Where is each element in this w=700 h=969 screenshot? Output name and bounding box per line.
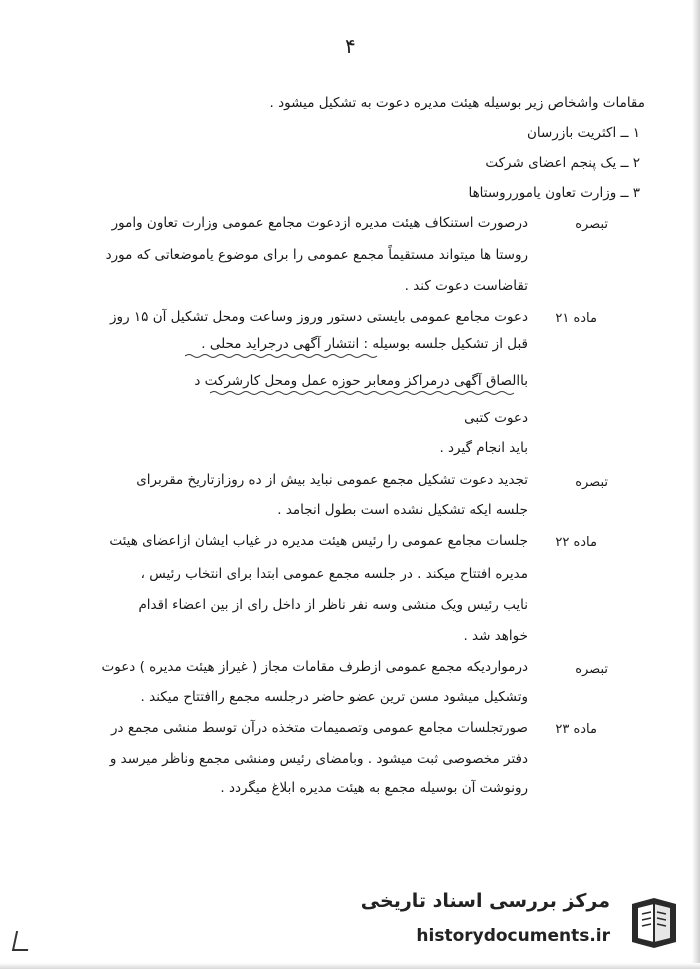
- text-line: دعوت کتبی: [464, 410, 528, 426]
- watermark-title: مرکز بررسی اسناد تاریخی: [360, 890, 610, 912]
- text-line: مقامات واشخاص زیر بوسیله هیئت مدیره دعوت به تشکیل میشود .: [269, 95, 645, 111]
- text-line: ۱ ــ اکثریت بازرسان: [526, 125, 640, 141]
- text-line: نایب رئیس ویک منشی وسه نفر ناظر از داخل رای از بین اعضاء اقدام: [138, 597, 528, 613]
- book-logo-icon: [624, 892, 684, 952]
- tabsare-label: تبصره: [575, 217, 608, 232]
- text-line: صورتجلسات مجامع عمومی وتصمیمات متخذه درآن توسط منشی مجمع در: [111, 720, 528, 736]
- text-line: مدیره افتتاح میکند . در جلسه مجمع عمومی ابتدا برای انتخاب رئیس ،: [140, 566, 528, 582]
- text-line: باالصاق آگهی درمراکز ومعابر حوزه عمل ومحل کارشرکت د: [194, 373, 528, 389]
- tabsare-label: تبصره: [575, 662, 608, 677]
- watermark: [360, 888, 690, 960]
- text-line: وتشکیل میشود مسن ترین عضو حاضر درجلسه مجمع راافتتاح میکند .: [140, 689, 528, 705]
- tabsare-label: تبصره: [575, 475, 608, 490]
- madde-22-label: ماده ۲۲: [555, 535, 597, 550]
- text-line: تجدید دعوت تشکیل مجمع عمومی نباید بیش از ده روزازتاریخ مقربرای: [136, 472, 528, 488]
- scan-edge: [0, 963, 700, 969]
- madde-21-label: ماده ۲۱: [555, 311, 597, 326]
- underline-mark: [210, 390, 520, 396]
- text-line: درمواردیکه مجمع عمومی ازطرف مقامات مجاز ( غیراز هیئت مدیره ) دعوت: [101, 659, 528, 675]
- text-line: قبل از تشکیل جلسه بوسیله : انتشار آگهی درجراید محلی .: [201, 336, 528, 352]
- watermark-url: historydocuments.ir: [416, 926, 610, 946]
- text-line: خواهد شد .: [463, 628, 528, 644]
- text-line: رونوشت آن بوسیله مجمع به هیئت مدیره ابلاغ میگردد .: [220, 780, 528, 796]
- text-line: دعوت مجامع عمومی بایستی دستور وروز وساعت ومحل تشکیل آن ۱۵ روز: [110, 309, 528, 325]
- scan-edge: [692, 0, 700, 969]
- text-line: ۳ ــ وزارت تعاون یامورروستاها: [468, 185, 640, 201]
- madde-23-label: ماده ۲۳: [555, 722, 597, 737]
- text-line: درصورت استنکاف هیئت مدیره ازدعوت مجامع عمومی وزارت تعاون وامور: [111, 215, 528, 231]
- text-line: جلسه ایکه تشکیل نشده است بطول انجامد .: [277, 502, 528, 518]
- text-line: روستا ها میتواند مستقیماً مجمع عمومی را برای موضوع یاموضعاتی که مورد: [105, 247, 528, 263]
- page-number: ۴: [345, 34, 356, 58]
- text-line: تقاضاست دعوت کند .: [404, 278, 528, 294]
- text-line: ۲ ــ یک پنجم اعضای شرکت: [485, 155, 640, 171]
- underline-mark: [185, 353, 380, 359]
- text-line: باید انجام گیرد .: [439, 440, 528, 456]
- text-line: جلسات مجامع عمومی را رئیس هیئت مدیره در غیاب ایشان ازاعضای هیئت: [109, 533, 528, 549]
- corner-mark: [12, 931, 32, 951]
- text-line: دفتر مخصوصی ثبت میشود . وبامضای رئیس ومنشی مجمع وناظر میرسد و: [109, 751, 528, 767]
